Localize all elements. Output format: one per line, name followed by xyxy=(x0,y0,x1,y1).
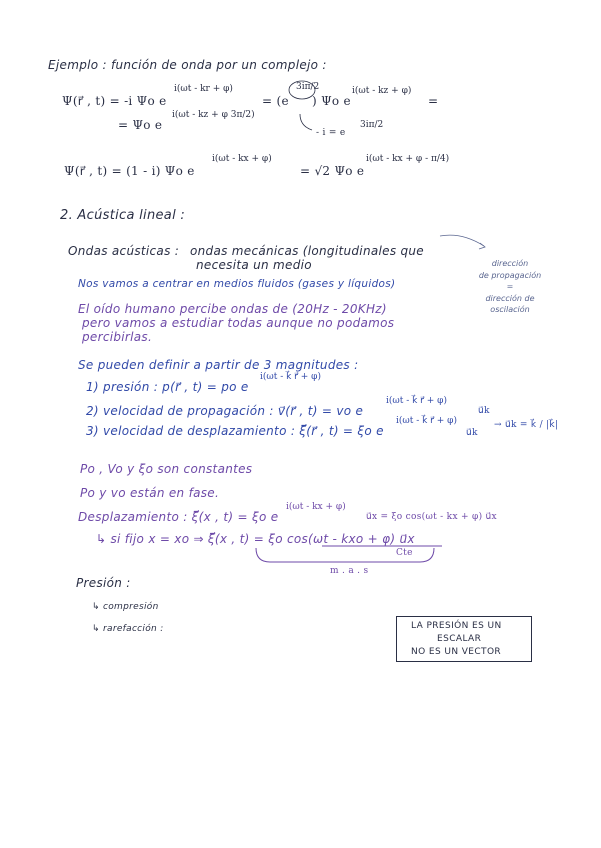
item-displacement-exponent: i(ωt - k⃗ r⃗ + φ) xyxy=(396,416,457,426)
item-propagation-exponent: i(ωt - k⃗ r⃗ + φ) xyxy=(386,396,447,406)
compression-item: ↳ compresión xyxy=(92,602,159,612)
eq2-note-exponent: 3iπ/2 xyxy=(360,120,384,130)
side-note-line-3: = xyxy=(506,282,514,292)
pressure-scalar-box xyxy=(396,616,532,662)
eq1-circle xyxy=(289,81,315,99)
item-pressure: 1) presión : p(r⃗ , t) = po e xyxy=(86,380,249,394)
mas-label: m . a . s xyxy=(330,566,369,576)
item-pressure-exponent: i(ωt - k⃗ r⃗ + φ) xyxy=(260,372,321,382)
cte-label: Cte xyxy=(396,548,413,558)
eq3-mid-exponent: i(ωt - kx + φ - π/4) xyxy=(366,154,450,164)
eq2-lhs: = Ψo e xyxy=(118,118,163,132)
fluids-text: Nos vamos a centrar en medios fluidos (gases y líquidos) xyxy=(78,278,396,290)
fixed-x-line: ↳ si fijo x = xo ⇒ ξ⃗(x , t) = ξo cos(ωt - kxo + φ) u⃗x xyxy=(96,532,415,546)
eq1-mid-close: ) Ψo e xyxy=(312,94,351,108)
eq2-note: - i = e xyxy=(316,128,346,138)
box-line-2: ESCALAR xyxy=(437,634,482,644)
ear-text-2: pero vamos a estudiar todas aunque no podamos xyxy=(82,316,395,330)
eq2-note-hook xyxy=(300,114,312,130)
box-line-3: NO ES UN VECTOR xyxy=(411,647,502,657)
eq1-rhs-exponent: i(ωt - kz + φ) xyxy=(352,86,412,96)
item-displacement-unit-vector: u⃗k xyxy=(466,428,478,438)
ear-text-1: El oído humano percibe ondas de (20Hz - 20KHz) xyxy=(78,302,387,316)
eq1-exponent: i(ωt - kr + φ) xyxy=(174,84,233,94)
eq3-lhs: Ψ(r⃗ , t) = (1 - i) Ψo e xyxy=(64,164,195,178)
item-displacement-velocity: 3) velocidad de desplazamiento : ξ⃗(r⃗ , t) = ξo e xyxy=(86,424,384,438)
eq1-lhs: Ψ(r⃗ , t) = -i Ψo e xyxy=(62,94,167,108)
eq1-mid: = (e xyxy=(262,94,289,108)
section-title: 2. Acústica lineal : xyxy=(60,208,186,223)
side-note-arrow xyxy=(440,235,484,246)
example-heading: Ejemplo : función de onda por un complejo : xyxy=(48,58,327,72)
magnitudes-intro: Se pueden definir a partir de 3 magnitudes : xyxy=(78,358,359,372)
eq2-exponent: i(ωt - kz + φ 3π/2) xyxy=(172,110,255,120)
item-propagation-unit-vector: u⃗k xyxy=(478,406,490,416)
definition-text-1: ondas mecánicas (longitudinales que xyxy=(190,244,424,258)
ear-text-3: percibirlas. xyxy=(82,330,153,344)
eq3-mid: = √2 Ψo e xyxy=(300,164,365,178)
side-note-line-4: dirección de xyxy=(485,293,535,303)
side-note-line-1: dirección xyxy=(491,259,529,268)
eq1-end: = xyxy=(428,94,439,108)
rarefaction-item: ↳ rarefacción : xyxy=(92,624,164,634)
box-line-1: LA PRESIÓN ES UN xyxy=(411,621,502,631)
phase-text: Po y vo están en fase. xyxy=(80,486,220,500)
side-note-line-5: oscilación xyxy=(490,305,530,315)
item-propagation-velocity: 2) velocidad de propagación : v⃗(r⃗ , t) = vo e xyxy=(86,404,364,418)
pressure-heading: Presión : xyxy=(76,576,131,590)
eq1-mid-exponent: 3iπ/2 xyxy=(296,82,320,92)
displacement-rhs: u⃗x = ξo cos(ωt - kx + φ) u⃗x xyxy=(366,512,497,522)
eq3-exponent: i(ωt - kx + φ) xyxy=(212,154,272,164)
definition-text-2: necesita un medio xyxy=(196,258,312,272)
constants-text: Po , Vo y ξo son constantes xyxy=(80,462,253,476)
displacement-exponent: i(ωt - kx + φ) xyxy=(286,502,346,512)
side-note-line-2: de propagación xyxy=(478,270,542,280)
displacement-lhs: Desplazamiento : ξ⃗(x , t) = ξo e xyxy=(78,510,279,524)
definition-label: Ondas acústicas : xyxy=(68,244,180,258)
unit-vector-note: → u⃗k = k⃗ / |k⃗| xyxy=(494,420,559,430)
